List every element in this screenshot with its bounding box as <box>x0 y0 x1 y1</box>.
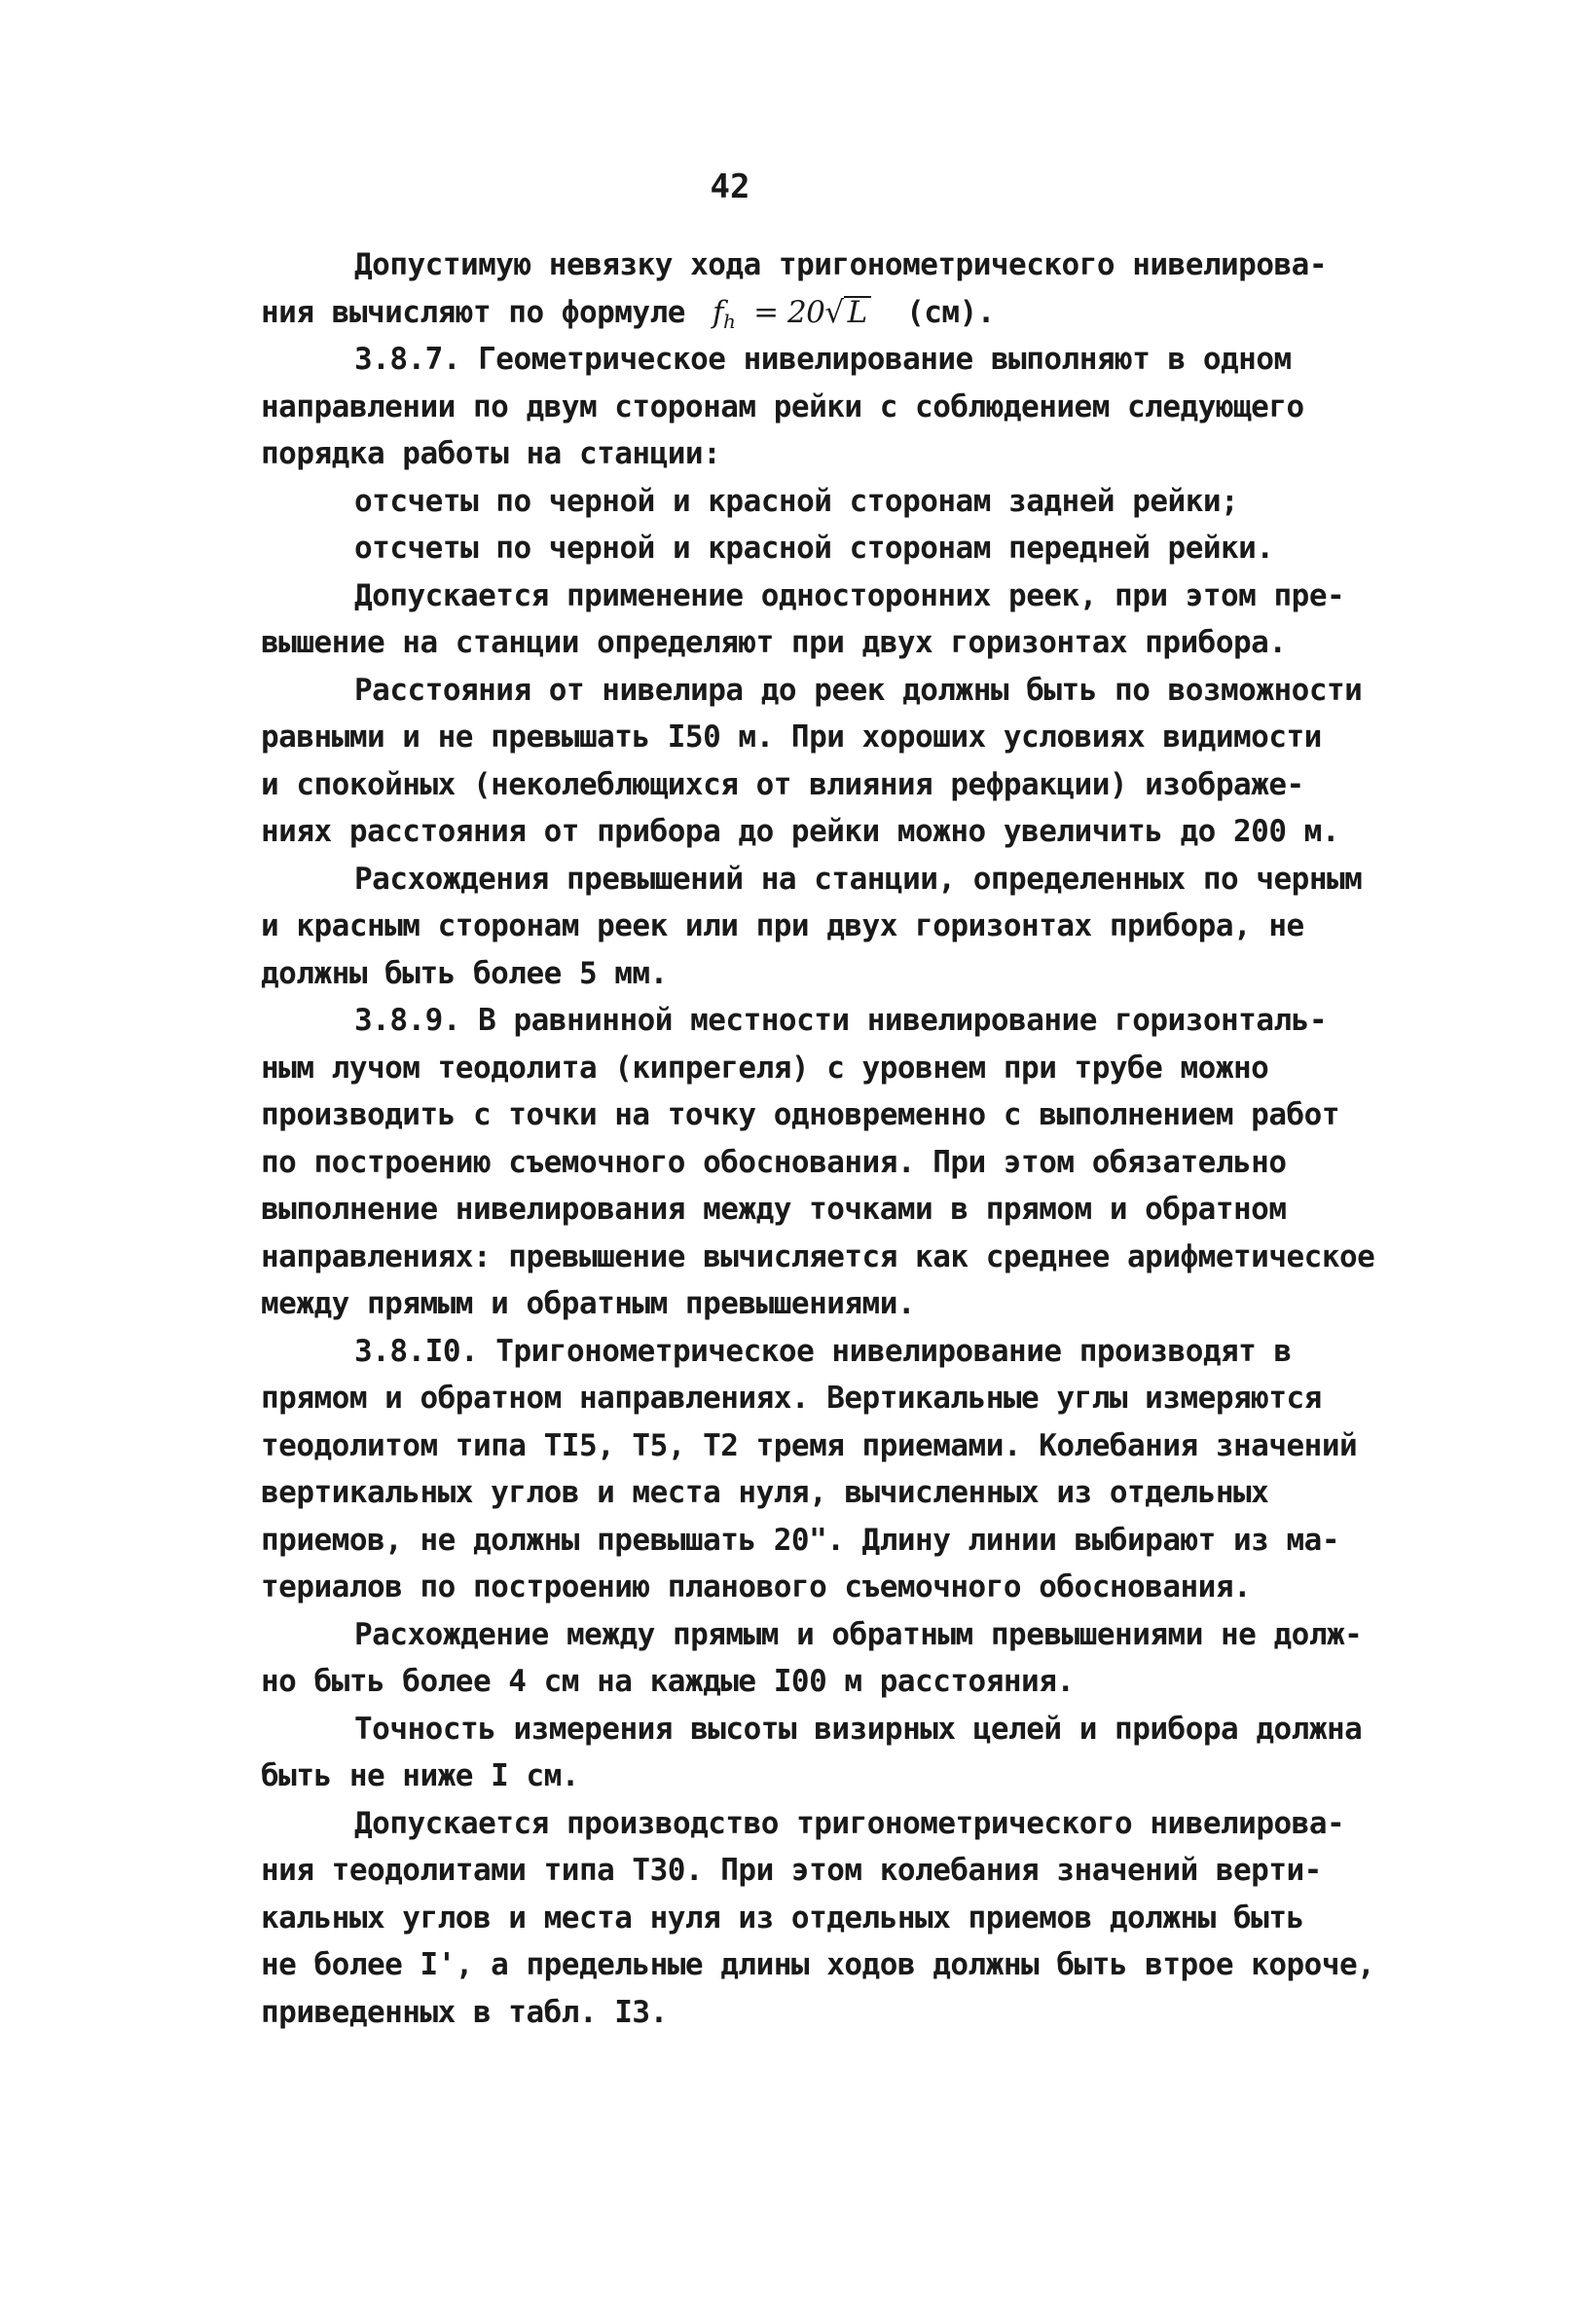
text-line <box>261 1847 1458 1895</box>
text-line-content: приемов, не должны превышать 20". Длину линии выбирают из ма- <box>261 1522 1339 1558</box>
text-line <box>261 619 1458 667</box>
text-line <box>261 572 1458 620</box>
text-line-content: 3.8.I0. Тригонометрическое нивелирование производят в <box>354 1333 1292 1369</box>
text-line-content: теодолитом типа TI5, T5, T2 тремя приемами. Колебания значений <box>261 1427 1358 1463</box>
text-line-content: ным лучом теодолита (кипрегеля) с уровнем при трубе можно <box>261 1050 1269 1086</box>
text-line-content: отсчеты по черной и красной сторонам задней рейки; <box>354 483 1239 519</box>
text-line <box>261 1234 1458 1281</box>
page-number: 42 <box>710 167 750 206</box>
text-line <box>261 714 1458 761</box>
text-line-content: выполнение нивелирования между точками в прямом и обратном <box>261 1192 1287 1227</box>
text-line <box>261 1941 1458 1989</box>
text-line-content: Допускается применение односторонних реек, при этом пре- <box>354 577 1345 613</box>
text-line <box>261 1752 1458 1800</box>
text-line <box>261 1469 1458 1517</box>
text-line-content: вертикальных углов и места нуля, вычисленных из отдельных <box>261 1475 1269 1510</box>
formula-symbol: f <box>713 294 723 330</box>
text-line-content: порядка работы на станции: <box>261 436 721 471</box>
text-line-content: равными и не превышать I50 м. При хороших условиях видимости <box>261 719 1322 755</box>
text-line <box>261 997 1458 1045</box>
formula-radicand: L <box>844 296 871 327</box>
text-line-content: ния теодолитами типа T30. При этом колебания значений верти- <box>261 1853 1322 1888</box>
text-line <box>261 1186 1458 1234</box>
text-line-content: и красным сторонам реек или при двух горизонтах прибора, не <box>261 908 1304 943</box>
text-line-content: между прямым и обратным превышениями. <box>261 1286 916 1321</box>
text-line-content: Расхождения превышений на станции, определенных по черным <box>354 861 1363 897</box>
text-line <box>261 1091 1458 1139</box>
text-line-content: быть не ниже I см. <box>261 1758 579 1793</box>
text-line <box>261 525 1458 572</box>
document-body <box>261 241 1458 2036</box>
text-line <box>261 1658 1458 1706</box>
text-line <box>261 1989 1458 2037</box>
text-line <box>261 1800 1458 1848</box>
text-line <box>261 1375 1458 1422</box>
text-line-content: направлении по двум сторонам рейки с соблюдением следующего <box>261 388 1304 424</box>
text-line-content: вышение на станции определяют при двух горизонтах прибора. <box>261 625 1287 660</box>
text-line <box>261 430 1458 478</box>
text-line <box>261 667 1458 715</box>
text-line <box>261 1280 1458 1328</box>
text-line-content: Расхождение между прямым и обратным превышениями не долж- <box>354 1616 1363 1652</box>
text-line-with-formula <box>261 289 1458 337</box>
text-line-content: отсчеты по черной и красной сторонам передней рейки. <box>354 531 1274 566</box>
text-line <box>261 1895 1458 1942</box>
text-line-content: Точность измерения высоты визирных целей и прибора должна <box>354 1711 1363 1747</box>
text-line <box>261 1517 1458 1565</box>
text-line-content: Допускается производство тригонометрического нивелирова- <box>354 1805 1345 1841</box>
text-line-content: 3.8.9. В равнинной местности нивелирование горизонталь- <box>354 1003 1327 1038</box>
text-line <box>261 761 1458 809</box>
text-line-content: и спокойных (неколеблющихся от влияния рефракции) изображе- <box>261 766 1304 802</box>
text-line <box>261 903 1458 950</box>
text-line-content: приведенных в табл. I3. <box>261 1994 668 2030</box>
text-line <box>261 856 1458 904</box>
text-line <box>261 1328 1458 1376</box>
text-line <box>261 1706 1458 1753</box>
text-line-content: не более I', а предельные длины ходов должны быть втрое короче, <box>261 1947 1375 1982</box>
text-line <box>261 241 1458 289</box>
text-line <box>261 1564 1458 1611</box>
formula-radical: √ <box>824 294 844 330</box>
formula-equals: = <box>753 294 779 330</box>
text-line-content: ния вычисляют по формуле <box>261 294 685 330</box>
text-line-content: направлениях: превышение вычисляется как среднее арифметическое <box>261 1238 1375 1274</box>
text-line-content: прямом и обратном направлениях. Вертикальные углы измеряются <box>261 1381 1322 1416</box>
text-line <box>261 950 1458 998</box>
text-line-content: териалов по построению планового съемочного обоснования. <box>261 1569 1252 1605</box>
text-line-content: 3.8.7. Геометрическое нивелирование выполняют в одном <box>354 342 1292 377</box>
text-line <box>261 384 1458 431</box>
formula-coefficient: 20 <box>786 294 825 330</box>
text-line <box>261 478 1458 526</box>
text-line-content: Допустимую невязку хода тригонометрического нивелирова- <box>354 247 1327 282</box>
text-line-content: кальных углов и места нуля из отдельных приемов должны быть <box>261 1900 1304 1936</box>
text-line-content: ниях расстояния от прибора до рейки можно увеличить до 200 м. <box>261 814 1339 849</box>
text-line-content: по построению съемочного обоснования. При этом обязательно <box>261 1144 1287 1180</box>
formula-unit: (см). <box>906 294 995 330</box>
text-line-content: но быть более 4 см на каждые I00 м расстояния. <box>261 1664 1075 1699</box>
text-line-content: должны быть более 5 мм. <box>261 955 668 991</box>
text-line <box>261 1422 1458 1470</box>
text-line <box>261 808 1458 856</box>
text-line-content: производить с точки на точку одновременно с выполнением работ <box>261 1097 1339 1132</box>
text-line <box>261 1139 1458 1187</box>
text-line <box>261 1045 1458 1092</box>
formula-subscript: h <box>722 309 736 333</box>
text-line <box>261 1611 1458 1659</box>
text-line <box>261 336 1458 384</box>
text-line-content: Расстояния от нивелира до реек должны быть по возможности <box>354 672 1363 708</box>
